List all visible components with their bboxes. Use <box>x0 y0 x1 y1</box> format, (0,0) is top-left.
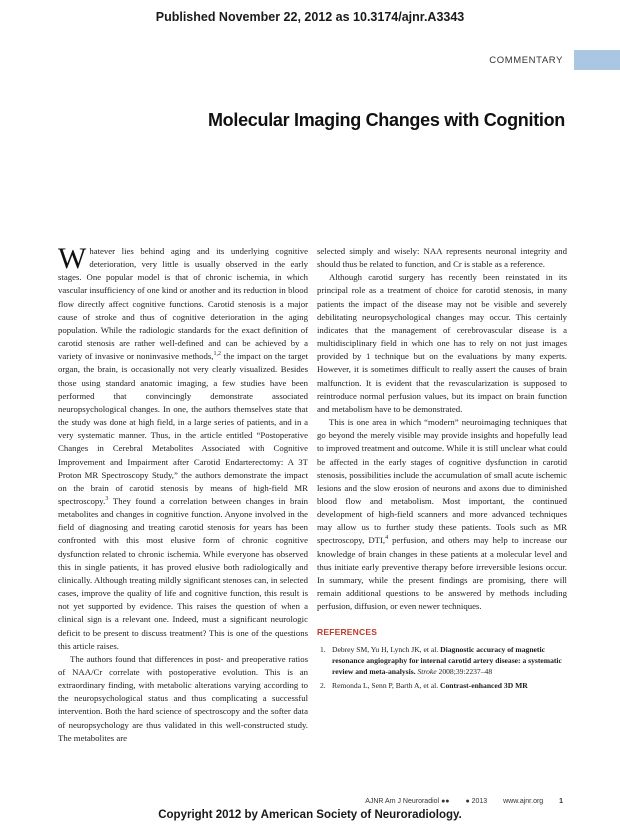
reference-item <box>317 644 567 677</box>
paragraph-text: the impact on the target organ, the brain, is occasionally not very clearly visualized. Besides those using standard anatomic imaging, a few studies have been performed that convincingly demonstrate associated neuropsychological changes. In one, the authors themselves state that the study was done at high field, in a large series of patients, and in a very systematic manner. Thus, in the article entitled “Postoperative Changes in Cerebral Metabolites Associated with Cognitive Improvement and Impairment after Carotid Endarterectomy: A 3T Proton MR Spectroscopy Study,” the authors demonstrate the impact on the brain of carotid stenosis by means of high-field MR spectroscopy. <box>58 351 309 506</box>
section-color-tab <box>574 50 620 70</box>
bullet-dots: ●● <box>441 798 450 805</box>
references-heading: REFERENCES <box>317 627 378 638</box>
reference-authors: Debrey SM, Yu H, Lynch JK, et al. <box>332 644 441 654</box>
right-column <box>317 245 567 694</box>
paragraph-text: perfusion, and others may help to increase our knowledge of brain changes in these patients at a molecular level and thus initiate early preventive therapy before irreversible lesions occur. In summary, while the present findings are promising, there will remain additional questions to be answered by methods including perfusion, diffusion, or even newer techniques. <box>317 535 567 612</box>
citation-superscript: 3 <box>105 496 109 503</box>
reference-authors: Remonda L, Senn P, Barth A, et al. <box>332 680 440 690</box>
journal-name: AJNR Am J Neuroradiol <box>365 798 440 805</box>
paragraph: The authors found that differences in post- and preoperative ratios of NAA/Cr correlate with postoperative evolution. This is an extraordinary finding, with metabolic alterations varying according to the neuropsychological status and thus complicating a successful intervention. Both the hard science of spectroscopy and the softer data of neuropsychology are thus validated in this well-constructed study. The metabolites are <box>58 653 308 743</box>
page-footer <box>365 798 563 805</box>
citation-superscript: 1,2 <box>213 351 221 358</box>
paragraph: Although carotid surgery has recently been reinstated in its principal role as a treatment of choice for carotid stenosis, in many patients the impact of the disease may not be visible and severely debilitating neuropsychological changes may occur. This certainly indicates that the management of cerebrovascular disease is a multidisciplinary field in which one has to rely on not just images provided by 1 technique but on the evaluations by many experts. However, it is sometimes difficult to really assert the causes of brain malfunction. It is evident that the revascularization is supposed to reintroduce normal perfusion values, but its impact on brain function and metabolism have to be demonstrated. <box>317 272 567 414</box>
reference-details: 2008;39:2237–48 <box>436 666 493 676</box>
publication-banner: Published November 22, 2012 as 10.3174/ajnr.A3343 <box>155 10 465 24</box>
drop-cap: W <box>58 242 87 275</box>
section-label: COMMENTARY <box>489 55 563 66</box>
reference-title: Contrast-enhanced 3D MR <box>440 680 528 690</box>
paragraph: selected simply and wisely: NAA represents neuronal integrity and should thus be related to function, and Cr is stable as a reference. <box>317 246 567 270</box>
paragraph-text: This is one area in which “modern” neuroimaging techniques that go beyond the merely visible may provide insights and hopefully lead to improved treatment and outcome. While it is still unclear what could be affected in the early stages of cognitive dysfunction in carotid stenosis, possibilities include the accumulation of small acute ischemic lesions and the slow erosion of neurons and axons due to diminished blood flow and metabolism. Most important, the continued development of high-field scanners and more advanced techniques may allow us to further study these patients. Tools such as MR spectroscopy, DTI, <box>317 417 567 546</box>
journal-year: 2013 <box>471 798 488 805</box>
reference-title: Diagnostic accuracy of magnetic resonance angiography for internal carotid artery disease: a systematic review and meta-analysis. <box>332 644 562 676</box>
paragraph <box>317 416 567 613</box>
reference-item <box>317 680 567 691</box>
citation-superscript: 4 <box>385 535 389 542</box>
paragraph <box>58 242 309 653</box>
article-title: Molecular Imaging Changes with Cognition <box>207 110 565 130</box>
references-list <box>317 644 567 691</box>
bullet-dot: ● <box>465 798 470 805</box>
journal-url: www.ajnr.org <box>503 798 544 805</box>
reference-number: 1. <box>320 644 326 654</box>
paragraph-text: They found a correlation between changes in brain metabolites and changes in cognitive function. Anyone involved in the field of diagnosing and treating carotid stenosis for years has been confronted with this most elusive form of chronic cognitive dysfunction related to chronic ischemia. While everyone has observed this in single patients, it has proved elusive both radiologically and clinically. Although treating mildly significant stenoses can, in selected cases, improve the quality of life and cognitive function, this result is not yet supported by evidence. This raises the question of when a clinical sign is a relevant one. Indeed, must a significant neurologic deficit to be present to discuss treatment? This is one of the questions this article raises. <box>58 495 308 651</box>
reference-journal: Stroke <box>415 666 437 676</box>
paragraph-text: hatever lies behind aging and its underlying cognitive deterioration, very little is usually observed in the early stages. One popular model is that of chronic ischemia, in which vascular insufficiency of one kind or another and its reduction in blood flow directly affect cognitive functions. Carotid stenosis is a major cause of stroke and thus of cognitive deterioration in the aging population. While the radiologic standards for the exact definition of carotid stenosis are rather well-defined and can be achieved by a variety of invasive or noninvasive methods, <box>58 246 308 362</box>
reference-number: 2. <box>320 680 326 690</box>
copyright-notice: Copyright 2012 by American Society of Neuroradiology. <box>158 809 462 821</box>
left-column <box>58 242 309 745</box>
page-number: 1 <box>559 798 563 805</box>
